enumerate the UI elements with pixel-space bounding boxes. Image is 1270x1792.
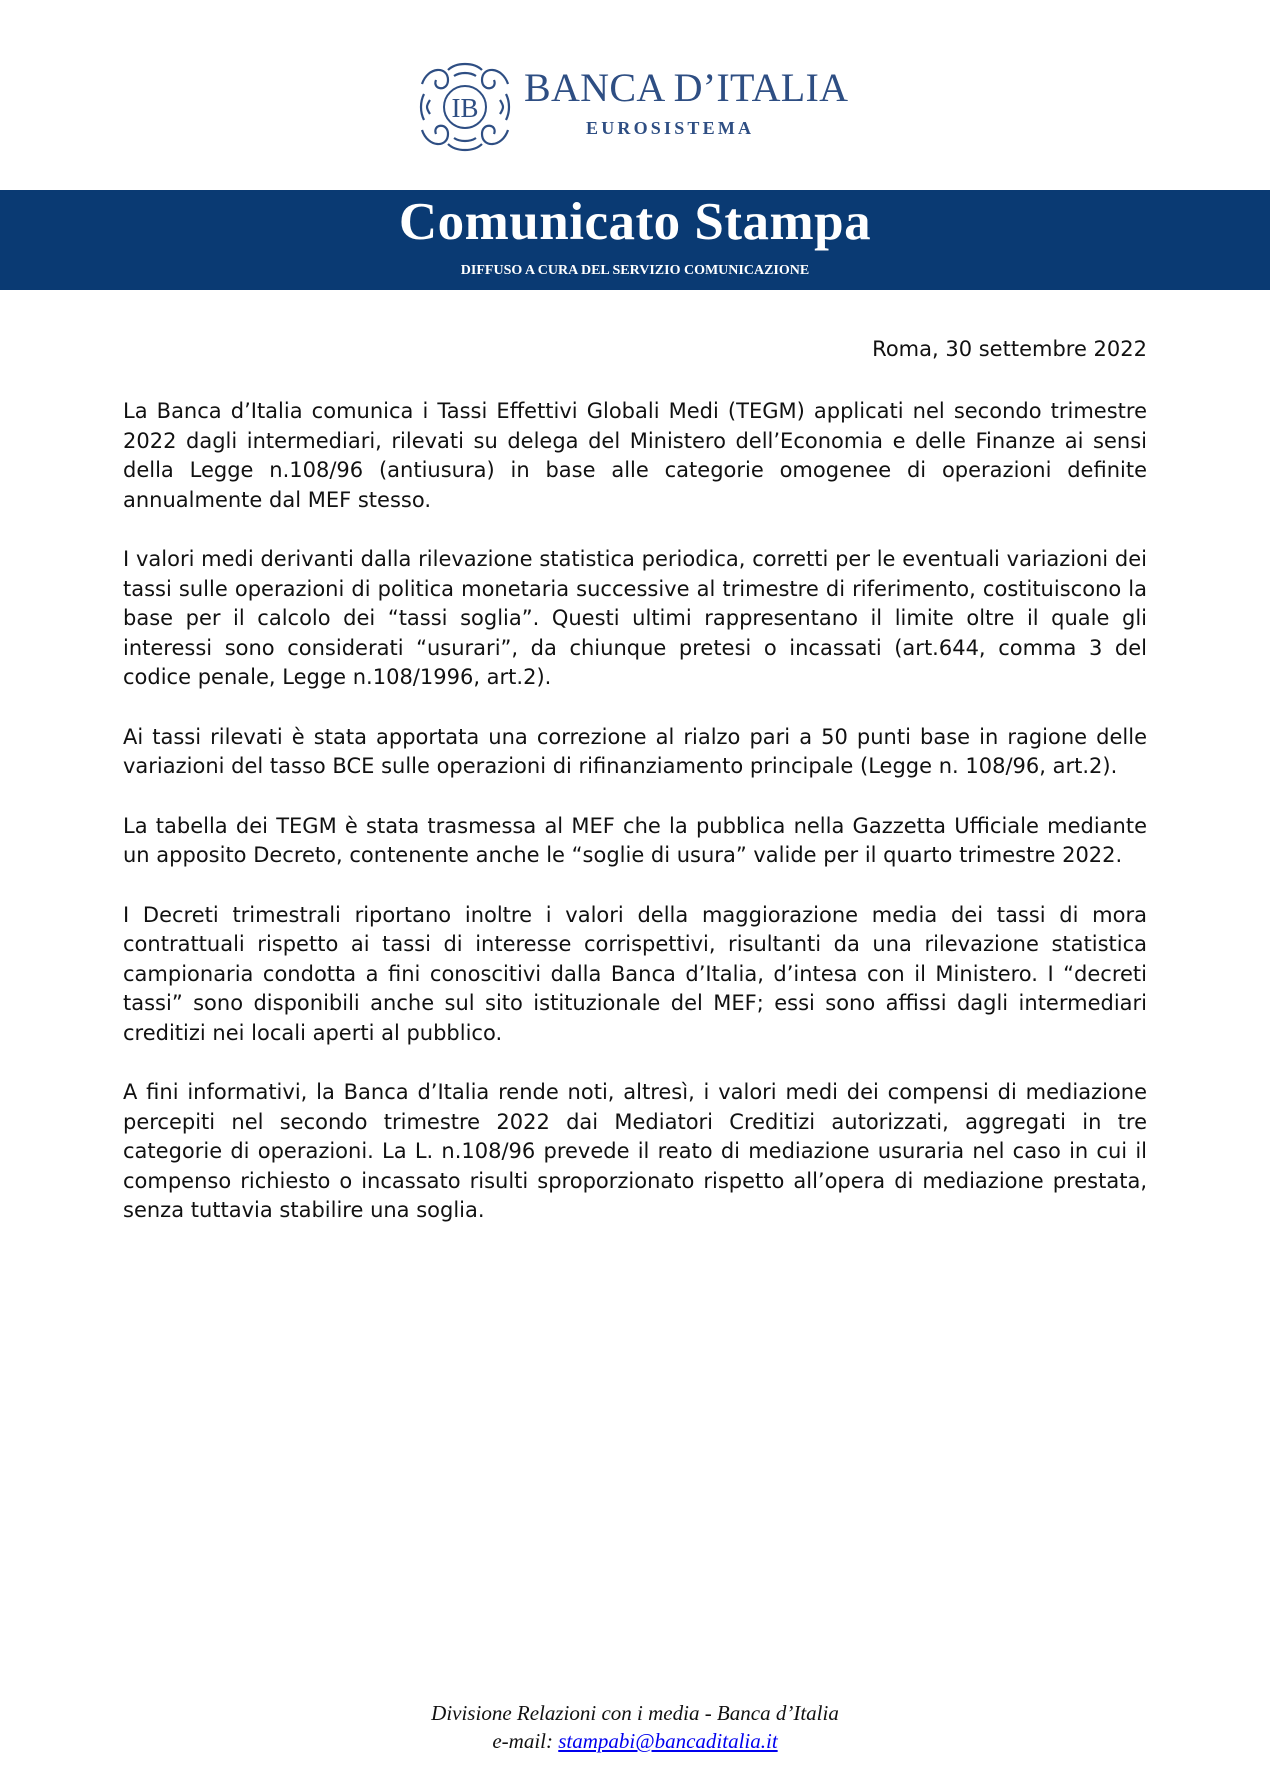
institution-name: BANCA D’ITALIA <box>524 65 849 110</box>
email-label: e-mail: <box>492 1729 553 1753</box>
paragraph: A fini informativi, la Banca d’Italia rende noti, altresì, i valori medi dei compensi di mediazione percepiti nel secondo trimestre 2022 dai Mediatori Creditizi autorizzati, aggregati in tre categorie di operazioni. La L. n.108/96 prevede il reato di mediazione usuraria nel caso in cui il compenso richiesto o incassato risulti sproporzionato rispetto all’opera di mediazione prestata, senza tuttavia stabilire una soglia. <box>123 1080 1147 1222</box>
document-body <box>123 397 1147 1256</box>
banner-subtitle: DIFFUSO A CURA DEL SERVIZIO COMUNICAZIONE <box>460 263 810 278</box>
paragraph: La Banca d’Italia comunica i Tassi Effettivi Globali Medi (TEGM) applicati nel secondo trimestre 2022 dagli intermediari, rilevati su delega del Ministero dell’Economia e delle Finanze ai sensi della Legge n.108/96 (antiusura) in base alle categorie omogenee di operazioni definite annualmente dal MEF stesso. <box>123 399 1147 512</box>
paragraph: I Decreti trimestrali riportano inoltre i valori della maggiorazione media dei tassi di mora contrattuali rispetto ai tassi di interesse corrispettivi, risultanti da una rilevazione statistica campionaria condotta a fini conoscitivi dalla Banca d’Italia, d’intesa con il Ministero. I “decreti tassi” sono disponibili anche sul sito istituzionale del MEF; essi sono affissi dagli intermediari creditizi nei locali aperti al pubblico. <box>123 902 1147 1045</box>
email-link[interactable]: stampabi@bancaditalia.it <box>558 1729 778 1753</box>
footer-contact <box>0 1727 1270 1755</box>
eurosystem-label: EUROSISTEMA <box>586 118 755 138</box>
banner-title: Comunicato Stampa <box>398 193 872 251</box>
svg-text:IB: IB <box>451 93 479 123</box>
paragraph: La tabella dei TEGM è stata trasmessa al MEF che la pubblica nella Gazzetta Ufficiale mediante un apposito Decreto, contenente anche le “soglie di usura” valide per il quarto trimestre 2022. <box>123 813 1147 867</box>
footer-division: Divisione Relazioni con i media - Banca d’Italia <box>431 1701 839 1725</box>
document-date: Roma, 30 settembre 2022 <box>872 337 1147 361</box>
paragraph: I valori medi derivanti dalla rilevazione statistica periodica, corretti per le eventuali variazioni dei tassi sulle operazioni di politica monetaria successive al trimestre di riferimento, costituiscono la base per il calcolo dei “tassi soglia”. Questi ultimi rappresentano il limite oltre il quale gli interessi sono considerati “usurari”, da chiunque pretesi o incassati (art.644, comma 3 del codice penale, Legge n.108/1996, art.2). <box>123 547 1147 689</box>
footer <box>0 1699 1270 1755</box>
press-release-banner <box>0 190 1270 290</box>
bank-logo <box>418 60 848 160</box>
paragraph: Ai tassi rilevati è stata apportata una correzione al rialzo pari a 50 punti base in ragione delle variazioni del tasso BCE sulle operazioni di rifinanziamento principale (Legge n. 108/96, art.2). <box>123 724 1147 778</box>
emblem-icon <box>418 60 512 154</box>
